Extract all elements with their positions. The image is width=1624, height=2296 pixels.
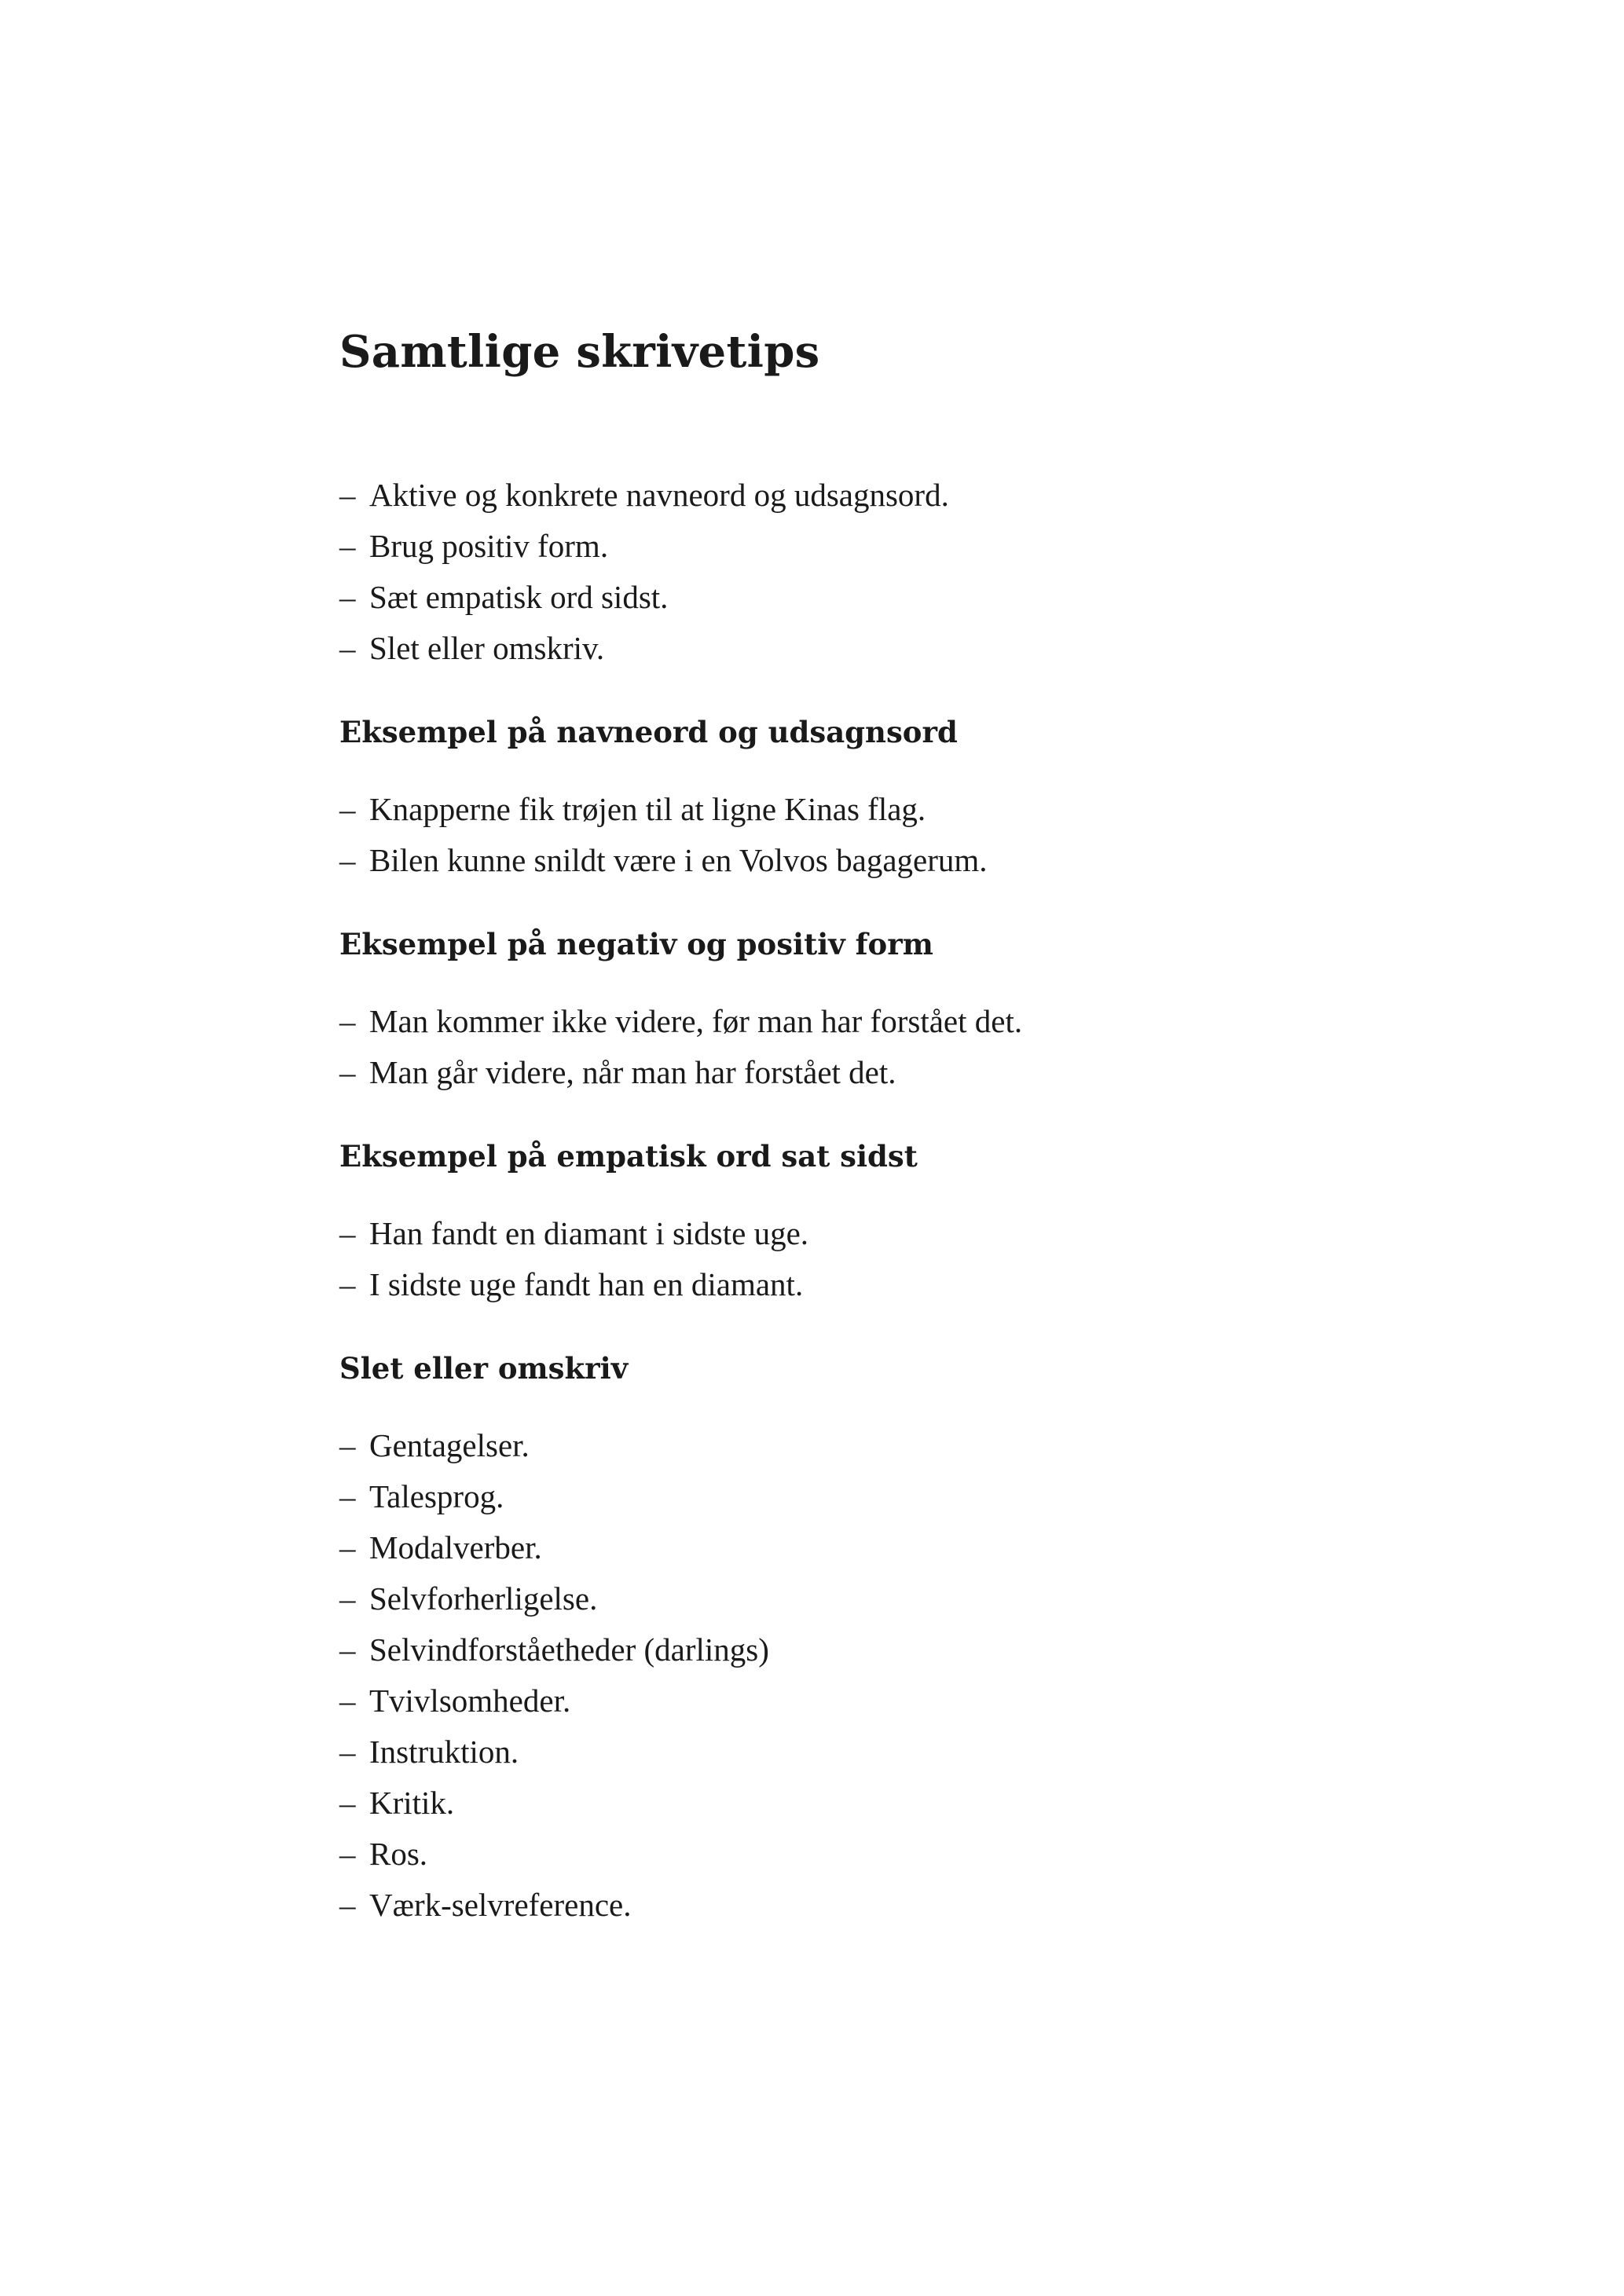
- dash-marker: –: [339, 630, 356, 666]
- list-item: [339, 1675, 1361, 1727]
- list-item-text: Han fandt en diamant i sidste uge.: [369, 1215, 809, 1251]
- dash-marker: –: [339, 1683, 356, 1719]
- list-item: [339, 784, 1361, 835]
- intro-list: [339, 470, 1361, 674]
- list-item-text: Selvindforståetheder (darlings): [369, 1631, 769, 1668]
- list-item-text: Kritik.: [369, 1785, 455, 1821]
- list-item: [339, 1778, 1361, 1829]
- section-list: [339, 996, 1361, 1098]
- list-item: [339, 835, 1361, 886]
- list-item: [339, 1624, 1361, 1675]
- list-item-text: Instruktion.: [369, 1734, 519, 1770]
- dash-marker: –: [339, 1836, 356, 1872]
- dash-marker: –: [339, 477, 356, 513]
- list-item-text: Ros.: [369, 1836, 428, 1872]
- list-item-text: Aktive og konkrete navneord og udsagnsord.: [369, 477, 949, 513]
- list-item-text: Modalverber.: [369, 1529, 542, 1565]
- list-item: [339, 470, 1361, 521]
- section-list: [339, 1208, 1361, 1310]
- document-page: [339, 320, 1361, 1931]
- list-item-text: Selvforherligelse.: [369, 1580, 598, 1617]
- list-item: [339, 1829, 1361, 1880]
- dash-marker: –: [339, 1266, 356, 1302]
- list-item-text: Gentagelser.: [369, 1427, 530, 1463]
- list-item: [339, 1573, 1361, 1624]
- list-item: [339, 521, 1361, 572]
- list-item: [339, 1522, 1361, 1573]
- dash-marker: –: [339, 1785, 356, 1821]
- dash-marker: –: [339, 1478, 356, 1514]
- list-item: [339, 1880, 1361, 1931]
- dash-marker: –: [339, 1529, 356, 1565]
- dash-marker: –: [339, 791, 356, 827]
- dash-marker: –: [339, 1580, 356, 1617]
- section-heading: Slet eller omskriv: [339, 1351, 629, 1386]
- page-title: Samtlige skrivetips: [339, 326, 820, 378]
- dash-marker: –: [339, 1054, 356, 1090]
- section-heading: Eksempel på empatisk ord sat sidst: [339, 1139, 918, 1174]
- dash-marker: –: [339, 579, 356, 615]
- list-item-text: Værk-selvreference.: [369, 1887, 632, 1923]
- dash-marker: –: [339, 842, 356, 878]
- list-item-text: Tvivlsomheder.: [369, 1683, 571, 1719]
- dash-marker: –: [339, 1887, 356, 1923]
- list-item: [339, 1471, 1361, 1522]
- list-item-text: Brug positiv form.: [369, 528, 609, 564]
- list-item: [339, 1259, 1361, 1310]
- list-item: [339, 1208, 1361, 1259]
- list-item-text: Knapperne fik trøjen til at ligne Kinas flag.: [369, 791, 926, 827]
- dash-marker: –: [339, 1734, 356, 1770]
- dash-marker: –: [339, 528, 356, 564]
- list-item: [339, 572, 1361, 623]
- dash-marker: –: [339, 1215, 356, 1251]
- section-list: [339, 784, 1361, 886]
- list-item: [339, 1420, 1361, 1471]
- dash-marker: –: [339, 1003, 356, 1039]
- section-list: [339, 1420, 1361, 1931]
- list-item: [339, 996, 1361, 1047]
- list-item-text: Slet eller omskriv.: [369, 630, 605, 666]
- list-item: [339, 623, 1361, 674]
- list-item-text: Man kommer ikke videre, før man har forstået det.: [369, 1003, 1023, 1039]
- list-item: [339, 1727, 1361, 1778]
- dash-marker: –: [339, 1631, 356, 1668]
- list-item-text: Bilen kunne snildt være i en Volvos bagagerum.: [369, 842, 988, 878]
- list-item-text: Talesprog.: [369, 1478, 504, 1514]
- list-item-text: Sæt empatisk ord sidst.: [369, 579, 669, 615]
- dash-marker: –: [339, 1427, 356, 1463]
- list-item-text: Man går videre, når man har forstået det.: [369, 1054, 896, 1090]
- list-item: [339, 1047, 1361, 1098]
- list-item-text: I sidste uge fandt han en diamant.: [369, 1266, 804, 1302]
- section-heading: Eksempel på negativ og positiv form: [339, 927, 933, 961]
- section-heading: Eksempel på navneord og udsagnsord: [339, 715, 958, 749]
